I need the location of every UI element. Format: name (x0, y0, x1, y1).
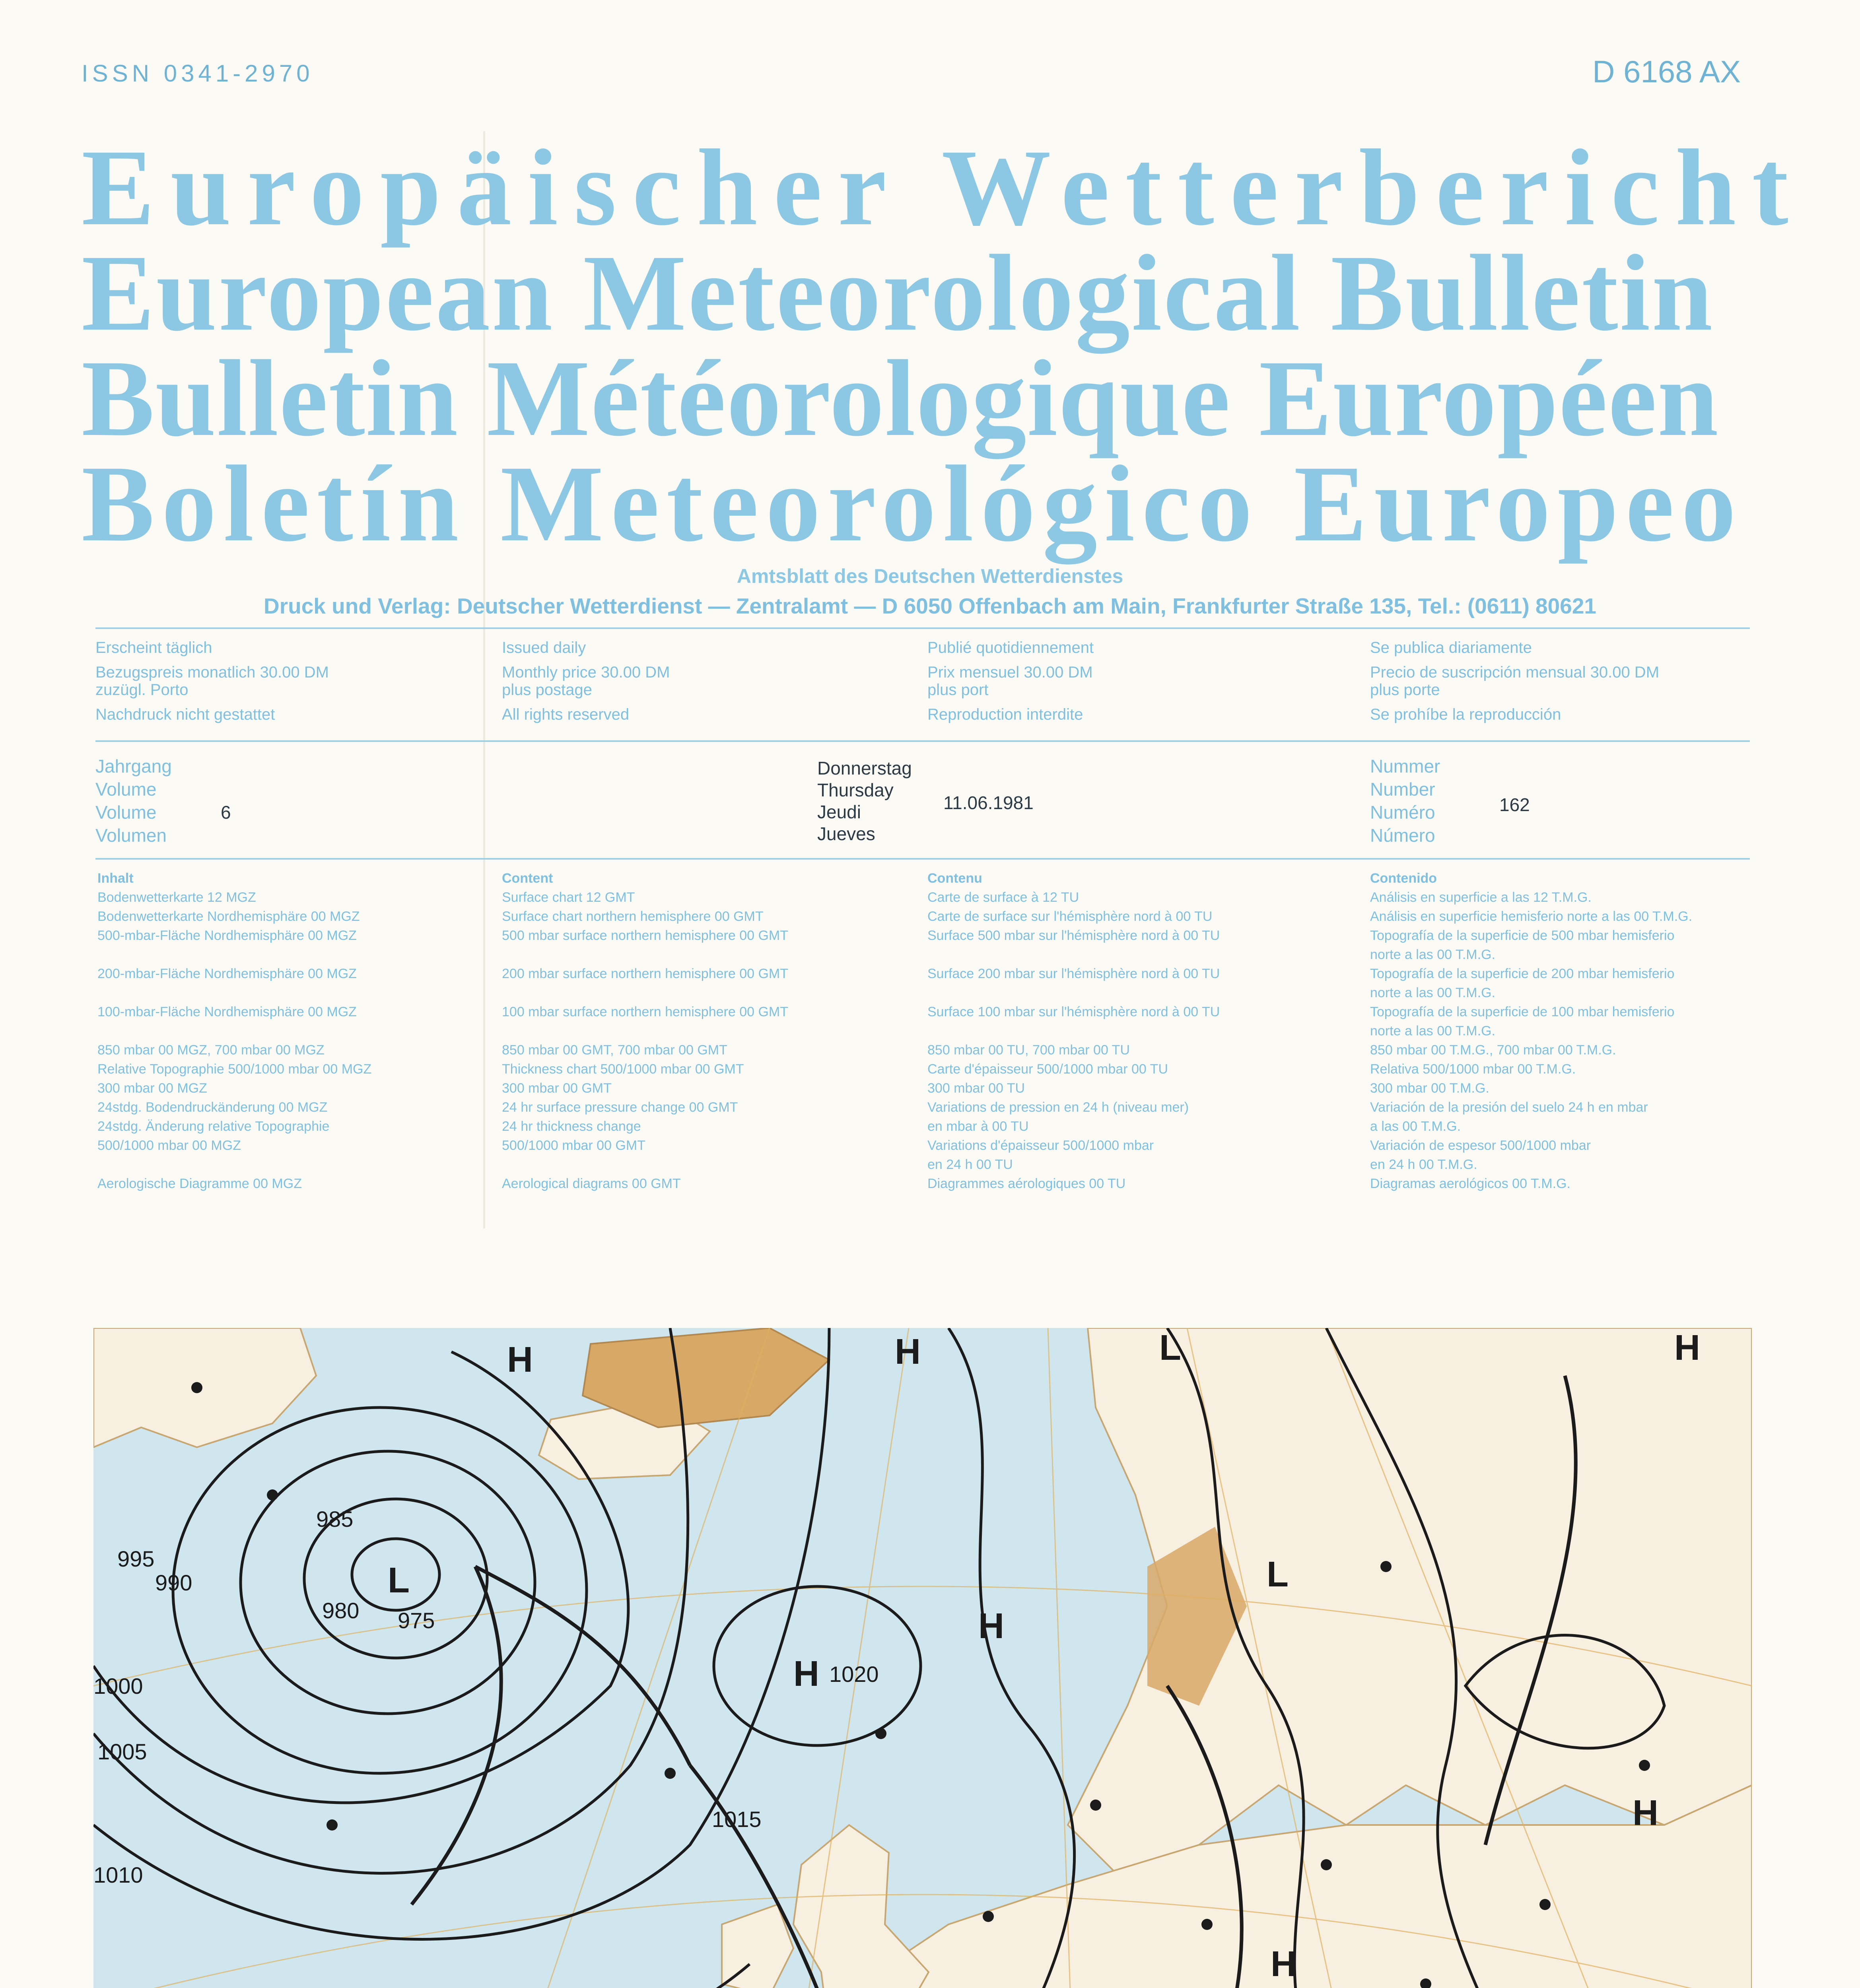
contents-line: Variación de la presión del suelo 24 h en mbar (1370, 1100, 1648, 1115)
contents-line: 300 mbar 00 T.M.G. (1370, 1081, 1489, 1096)
contents-line: Variación de espesor 500/1000 mbar (1370, 1138, 1591, 1153)
contents-line: 24 hr surface pressure change 00 GMT (502, 1100, 738, 1115)
isobar (173, 1408, 587, 1773)
title-english: European Meteorological Bulletin (82, 233, 1714, 353)
contents-line: Aerological diagrams 00 GMT (502, 1176, 681, 1191)
isobar-value: 1020 (829, 1662, 879, 1687)
contents-line: Diagrammes aérologiques 00 TU (927, 1176, 1126, 1191)
contents-line (97, 945, 371, 964)
low-pressure-label: L (388, 1561, 410, 1600)
isobar-value: 1005 (97, 1739, 147, 1764)
contents-line: Carte de surface sur l'hémisphère nord à 00 TU (927, 909, 1213, 924)
subscription-line: Prix mensuel 30.00 DM (927, 664, 1093, 681)
contents-line: Relativa 500/1000 mbar 00 T.M.G. (1370, 1062, 1576, 1077)
station-dot (1090, 1800, 1101, 1811)
contents-fr (927, 869, 1220, 1193)
high-pressure-label: H (793, 1654, 819, 1694)
volume-label: Jahrgang (95, 756, 172, 777)
contents-line: Topografía de la superficie de 200 mbar hemisferio (1370, 966, 1675, 981)
isobar-value: 1015 (712, 1807, 762, 1832)
station-dot (983, 1911, 994, 1922)
high-pressure-label: H (1271, 1944, 1296, 1984)
isobar-value: 985 (316, 1507, 354, 1532)
issue-number: 162 (1499, 794, 1530, 815)
contents-line: Surface 100 mbar sur l'hémisphère nord à 00 TU (927, 1004, 1220, 1019)
subscription-line: Publié quotidiennement (927, 639, 1094, 656)
contents-line (97, 983, 371, 1002)
contents-line (97, 1021, 371, 1041)
subscription-line: plus postage (502, 681, 592, 699)
station-dot (267, 1489, 278, 1501)
contents-line: 500-mbar-Fläche Nordhemisphäre 00 MGZ (97, 928, 357, 943)
title-french: Bulletin Météorologique Européen (82, 338, 1719, 459)
contents-line: 850 mbar 00 TU, 700 mbar 00 TU (927, 1043, 1130, 1058)
isobar-value: 1000 (93, 1673, 143, 1699)
contents-line (927, 1021, 1220, 1041)
contents-line: Surface chart 12 GMT (502, 890, 635, 905)
contents-line (927, 945, 1220, 964)
contents-line: Análisis en superficie hemisferio norte a las 00 T.M.G. (1370, 909, 1693, 924)
subscription-line: Precio de suscripción mensual 30.00 DM (1370, 664, 1660, 681)
land-masses (93, 1328, 1752, 1988)
contents-line: norte a las 00 T.M.G. (1370, 947, 1495, 962)
subscription-line: Erscheint täglich (95, 639, 212, 656)
low-pressure-label: L (1267, 1555, 1289, 1594)
contents-en (502, 869, 788, 1193)
contents-de (97, 869, 371, 1193)
station-dot (1380, 1561, 1392, 1572)
subscription-line: Monthly price 30.00 DM (502, 664, 670, 681)
subscription-line: Bezugspreis monatlich 30.00 DM (95, 664, 329, 681)
volume-label: Volume (95, 779, 157, 800)
surface-weather-map (93, 1328, 1752, 1988)
high-pressure-label: H (507, 1340, 533, 1380)
contents-line: 24stdg. Bodendruckänderung 00 MGZ (97, 1100, 328, 1115)
contents-line (502, 1021, 788, 1041)
subtitle: Amtsblatt des Deutschen Wetterdienstes (737, 565, 1123, 587)
number-labels (1370, 755, 1440, 847)
subscription-line: zuzügl. Porto (95, 681, 189, 699)
contents-line (502, 1155, 788, 1174)
contents-line: Topografía de la superficie de 500 mbar hemisferio (1370, 928, 1675, 943)
postal-code: D 6168 AX (1592, 54, 1741, 89)
contents-line: 850 mbar 00 T.M.G., 700 mbar 00 T.M.G. (1370, 1043, 1616, 1058)
weekday-label: Thursday (817, 780, 894, 800)
subscription-fr (927, 635, 1094, 727)
contents-line: a las 00 T.M.G. (1370, 1119, 1461, 1134)
subscription-de (95, 635, 329, 727)
contents-line: Surface 200 mbar sur l'hémisphère nord à 00 TU (927, 966, 1220, 981)
contents-line: Thickness chart 500/1000 mbar 00 GMT (502, 1062, 744, 1077)
contents-line: 100 mbar surface northern hemisphere 00 GMT (502, 1004, 789, 1019)
contents-line: 24stdg. Änderung relative Topographie (97, 1119, 330, 1134)
low-pressure-label: L (1159, 1328, 1181, 1368)
station-dot (1201, 1919, 1213, 1930)
contents-line (502, 983, 788, 1002)
contents-heading: Contenido (1370, 871, 1437, 886)
contents-line: 300 mbar 00 MGZ (97, 1081, 207, 1096)
contents-line: 850 mbar 00 MGZ, 700 mbar 00 MGZ (97, 1043, 325, 1058)
contents-line: Aerologische Diagramme 00 MGZ (97, 1176, 302, 1191)
station-dot (1639, 1760, 1650, 1771)
isobar-value: 975 (398, 1608, 435, 1633)
subscription-line: Se publica diariamente (1370, 639, 1532, 656)
title-spanish: Boletín Meteorológico Europeo (82, 443, 1743, 564)
contents-line: en 24 h 00 TU (927, 1157, 1013, 1172)
contents-line (927, 983, 1220, 1002)
contents-line: 24 hr thickness change (502, 1119, 641, 1134)
subscription-line: plus porte (1370, 681, 1440, 699)
contents-line: Variations de pression en 24 h (niveau mer) (927, 1100, 1189, 1115)
contents-line: Surface chart northern hemisphere 00 GMT (502, 909, 764, 924)
subscription-line: plus port (927, 681, 989, 699)
station-dot (665, 1768, 676, 1779)
volume-labels (95, 755, 172, 847)
contents-heading: Contenu (927, 871, 982, 886)
isobar-value: 990 (155, 1570, 192, 1595)
title-german: Europäischer Wetterbericht (82, 127, 1804, 248)
contents-line: Surface 500 mbar sur l'hémisphère nord à 00 TU (927, 928, 1220, 943)
contents-line: 200 mbar surface northern hemisphere 00 GMT (502, 966, 789, 981)
divider (95, 627, 1750, 629)
divider (95, 740, 1750, 742)
weekday-label: Donnerstag (817, 758, 912, 779)
station-dot (191, 1382, 202, 1393)
map-drawing (93, 1328, 1752, 1988)
weekday-label: Jeudi (817, 802, 861, 822)
isobar (93, 1964, 750, 1988)
high-pressure-label: H (1674, 1328, 1700, 1368)
station-dot (875, 1728, 886, 1739)
contents-line: Topografía de la superficie de 100 mbar hemisferio (1370, 1004, 1675, 1019)
issue-date: 11.06.1981 (943, 792, 1034, 813)
weekday-label: Jueves (817, 823, 875, 844)
volume-label: Volume (95, 802, 157, 823)
number-label: Number (1370, 779, 1435, 800)
subscription-line: Reproduction interdite (927, 706, 1083, 723)
contents-line: Relative Topographie 500/1000 mbar 00 MGZ (97, 1062, 372, 1077)
station-dot (1321, 1859, 1332, 1870)
high-pressure-label: H (895, 1332, 921, 1372)
isobar-value: 980 (322, 1598, 360, 1623)
contents-line: 300 mbar 00 GMT (502, 1081, 612, 1096)
contents-line: Diagramas aerológicos 00 T.M.G. (1370, 1176, 1570, 1191)
isobar-value: 1010 (93, 1862, 143, 1887)
contents-line (502, 945, 788, 964)
subscription-line: All rights reserved (502, 706, 630, 723)
contents-line: en mbar à 00 TU (927, 1119, 1029, 1134)
isobar-value: 995 (117, 1546, 155, 1571)
station-dot (327, 1819, 338, 1831)
contents-line: Carte de surface à 12 TU (927, 890, 1079, 905)
number-label: Número (1370, 825, 1435, 846)
divider (95, 858, 1750, 860)
contents-line: 500/1000 mbar 00 GMT (502, 1138, 645, 1153)
british-isles-land (793, 1825, 929, 1988)
contents-line: norte a las 00 T.M.G. (1370, 1023, 1495, 1039)
station-dot (1539, 1899, 1551, 1910)
subscription-line: Issued daily (502, 639, 586, 656)
volume-value: 6 (221, 802, 231, 823)
contents-line: 300 mbar 00 TU (927, 1081, 1025, 1096)
issn-number: ISSN 0341-2970 (82, 60, 314, 87)
number-label: Nummer (1370, 756, 1440, 777)
contents-heading: Content (502, 871, 553, 886)
volume-label: Volumen (95, 825, 167, 846)
contents-es (1370, 869, 1692, 1193)
subscription-en (502, 635, 670, 727)
publisher-line: Druck und Verlag: Deutscher Wetterdienst — Zentralamt — D 6050 Offenbach am Main, Frankfurter Straße 135, Tel.: (0611) 80621 (264, 594, 1596, 618)
subscription-es (1370, 635, 1659, 727)
contents-line: 200-mbar-Fläche Nordhemisphäre 00 MGZ (97, 966, 357, 981)
contents-line: Bodenwetterkarte Nordhemisphäre 00 MGZ (97, 909, 360, 924)
contents-line: norte a las 00 T.M.G. (1370, 985, 1495, 1000)
weekday-labels (817, 757, 912, 845)
contents-line: 500/1000 mbar 00 MGZ (97, 1138, 241, 1153)
contents-line: Análisis en superficie a las 12 T.M.G. (1370, 890, 1592, 905)
contents-line: en 24 h 00 T.M.G. (1370, 1157, 1477, 1172)
contents-line: Carte d'épaisseur 500/1000 mbar 00 TU (927, 1062, 1168, 1077)
contents-line: Bodenwetterkarte 12 MGZ (97, 890, 256, 905)
contents-line: Variations d'épaisseur 500/1000 mbar (927, 1138, 1154, 1153)
contents-line (97, 1155, 371, 1174)
contents-line: 500 mbar surface northern hemisphere 00 GMT (502, 928, 789, 943)
subscription-line: Nachdruck nicht gestattet (95, 706, 275, 723)
contents-line: 850 mbar 00 GMT, 700 mbar 00 GMT (502, 1043, 727, 1058)
high-pressure-label: H (1633, 1793, 1658, 1833)
contents-heading: Inhalt (97, 871, 134, 886)
high-pressure-label: H (978, 1606, 1004, 1646)
ireland-land (722, 1905, 793, 1988)
number-label: Numéro (1370, 802, 1435, 823)
subscription-line: Se prohíbe la reproducción (1370, 706, 1561, 723)
contents-line: 100-mbar-Fläche Nordhemisphäre 00 MGZ (97, 1004, 357, 1019)
